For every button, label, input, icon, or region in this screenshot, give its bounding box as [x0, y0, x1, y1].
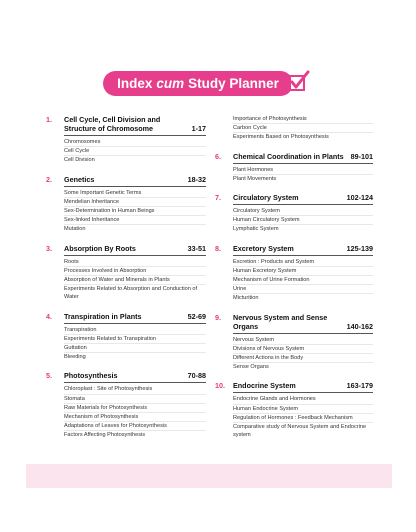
topic-item: Bleeding	[64, 354, 86, 361]
chapter-title: Genetics	[64, 174, 95, 184]
topic-item: Lymphatic System	[233, 226, 279, 233]
chapter-pages: 163-179	[346, 381, 373, 391]
topic-item: Human Excretory System	[233, 267, 373, 276]
topic-item: Sense Organs	[233, 364, 269, 371]
topic-list	[64, 258, 206, 302]
topic-item: Some Important Genetic Terms	[64, 189, 206, 198]
chapter-divider	[64, 135, 206, 136]
chapter-number: 10.	[215, 381, 225, 391]
chapter-number: 5.	[46, 371, 52, 381]
chapter-1	[46, 115, 206, 165]
topic-item: Cell Division	[64, 157, 95, 164]
chapter-number: 7.	[215, 193, 221, 203]
chapter-heading	[46, 244, 206, 253]
topic-item: Transpiration	[64, 326, 206, 335]
chapter-pages: 70-88	[187, 371, 206, 381]
topic-item: Regulation of Hormones : Feedback Mechanism	[233, 414, 373, 423]
topic-list	[64, 385, 206, 439]
chapter-heading	[46, 312, 206, 321]
topic-item: Importance of Photosynthesis	[233, 115, 373, 124]
topic-item: Mechanism of Urine Formation	[233, 276, 373, 285]
topic-item: Chromosomes	[64, 138, 206, 147]
right-column	[215, 115, 373, 449]
chapter-heading	[215, 244, 373, 253]
topic-item: Excretion : Products and System	[233, 258, 373, 267]
chapter-heading	[46, 115, 206, 133]
chapter-title: Endocrine System	[233, 381, 296, 391]
chapter-number: 1.	[46, 115, 52, 124]
chapter-pages: 89-101	[350, 151, 373, 161]
topic-item: Nervous System	[233, 336, 373, 345]
topic-item: Roots	[64, 258, 206, 267]
chapter-title: Photosynthesis	[64, 371, 118, 381]
topic-item: Mendelian Inheritance	[64, 198, 206, 207]
chapter-heading	[46, 371, 206, 380]
topic-item: Stomata	[64, 395, 206, 404]
topic-item: Micturition	[233, 295, 259, 302]
chapter-pages: 18-32	[187, 174, 206, 184]
topic-item: Urine	[233, 285, 373, 294]
chapter-pages: 125-139	[346, 243, 373, 253]
topic-list	[64, 326, 206, 362]
title-part2: Study Planner	[188, 76, 279, 91]
topic-item: Raw Materials for Photosynthesis	[64, 404, 206, 413]
chapter-divider	[64, 186, 206, 187]
title-em: cum	[156, 76, 185, 91]
chapter-divider	[64, 382, 206, 383]
chapter-title: Transpiration in Plants	[64, 311, 142, 321]
chapter-divider	[233, 163, 373, 164]
chapter-pages: 140-162	[346, 321, 373, 331]
chapter-title: Circulatory System	[233, 193, 299, 203]
topic-item: Plant Hormones	[233, 166, 373, 175]
chapter-title: Absorption By Roots	[64, 243, 136, 253]
topic-list	[233, 207, 373, 234]
topic-list	[233, 395, 373, 439]
topic-item: Carbon Cycle	[233, 124, 373, 133]
chapter-pages: 1-17	[191, 124, 206, 133]
topic-list	[233, 166, 373, 183]
topic-list	[233, 336, 373, 372]
chapter-heading	[215, 381, 373, 390]
chapter-10	[215, 381, 373, 439]
topic-item: Comparative study of Nervous System and Endocrine system	[233, 424, 367, 439]
topic-item: Different Actions in the Body	[233, 354, 373, 363]
topic-item: Experiments Related to Transpiration	[64, 335, 206, 344]
chapter-8	[215, 244, 373, 303]
topic-item: Mutation	[64, 226, 86, 233]
topic-item: Sex-Determination in Human Beings	[64, 207, 206, 216]
left-column	[46, 115, 206, 450]
topic-item: Human Circulatory System	[233, 216, 373, 225]
continued-topics	[233, 115, 373, 142]
chapter-5	[46, 371, 206, 439]
chapter-divider	[233, 204, 373, 205]
chapter-number: 4.	[46, 311, 52, 321]
chapter-heading	[215, 313, 373, 331]
chapter-divider	[233, 333, 373, 334]
footer-band	[26, 464, 392, 488]
chapter-9	[215, 313, 373, 372]
topic-item: Factors Affecting Photosynthesis	[64, 432, 146, 439]
topic-item: Sex-linked Inheritance	[64, 216, 206, 225]
topic-item: Chloroplast : Site of Photosynthesis	[64, 385, 206, 394]
topic-item: Adaptations of Leaves for Photosynthesis	[64, 422, 206, 431]
chapter-4	[46, 312, 206, 362]
chapter-heading	[215, 152, 373, 161]
chapter-heading	[215, 193, 373, 202]
chapter-title: Excretory System	[233, 243, 294, 253]
title-part1: Index	[117, 76, 153, 91]
topic-item: Processes Involved in Absorption	[64, 267, 206, 276]
page-title	[103, 71, 293, 96]
chapter-pages: 102-124	[346, 193, 373, 203]
chapter-title: Chemical Coordination in Plants	[233, 151, 344, 161]
topic-item: Plant Movements	[233, 175, 277, 182]
topic-item: Human Endocrine System	[233, 405, 373, 414]
chapter-title: Nervous System and Sense Organs	[233, 312, 328, 331]
chapter-7	[215, 193, 373, 234]
chapter-divider	[233, 255, 373, 256]
checkbox-tick-icon	[286, 70, 310, 94]
chapter-number: 2.	[46, 174, 52, 184]
chapter-2	[46, 175, 206, 234]
chapter-6	[215, 152, 373, 183]
topic-item: Experiments Based on Photosynthesis	[233, 134, 329, 141]
topic-list	[64, 138, 206, 165]
topic-item: Absorption of Water and Minerals in Plants	[64, 276, 206, 285]
topic-item: Cell Cycle	[64, 147, 206, 156]
chapter-3	[46, 244, 206, 302]
chapter-number: 8.	[215, 243, 221, 253]
topic-item: Mechanism of Photosynthesis	[64, 413, 206, 422]
topic-list	[64, 189, 206, 234]
chapter-heading	[46, 175, 206, 184]
chapter-title: Cell Cycle, Cell Division and Structure of Chromosome	[64, 115, 161, 133]
chapter-divider	[233, 392, 373, 393]
topic-item: Endocrine Glands and Hormones	[233, 395, 373, 404]
topic-item: Experiments Related to Absorption and Conduction of Water	[64, 286, 198, 301]
chapter-pages: 33-51	[187, 243, 206, 253]
chapter-divider	[64, 255, 206, 256]
topic-item: Circulatory System	[233, 207, 373, 216]
chapter-pages: 52-69	[187, 311, 206, 321]
chapter-number: 6.	[215, 151, 221, 161]
chapter-divider	[64, 323, 206, 324]
topic-item: Divisions of Nervous System	[233, 345, 373, 354]
topic-list	[233, 258, 373, 303]
chapter-number: 3.	[46, 243, 52, 253]
chapter-number: 9.	[215, 312, 221, 322]
topic-item: Guttation	[64, 344, 206, 353]
